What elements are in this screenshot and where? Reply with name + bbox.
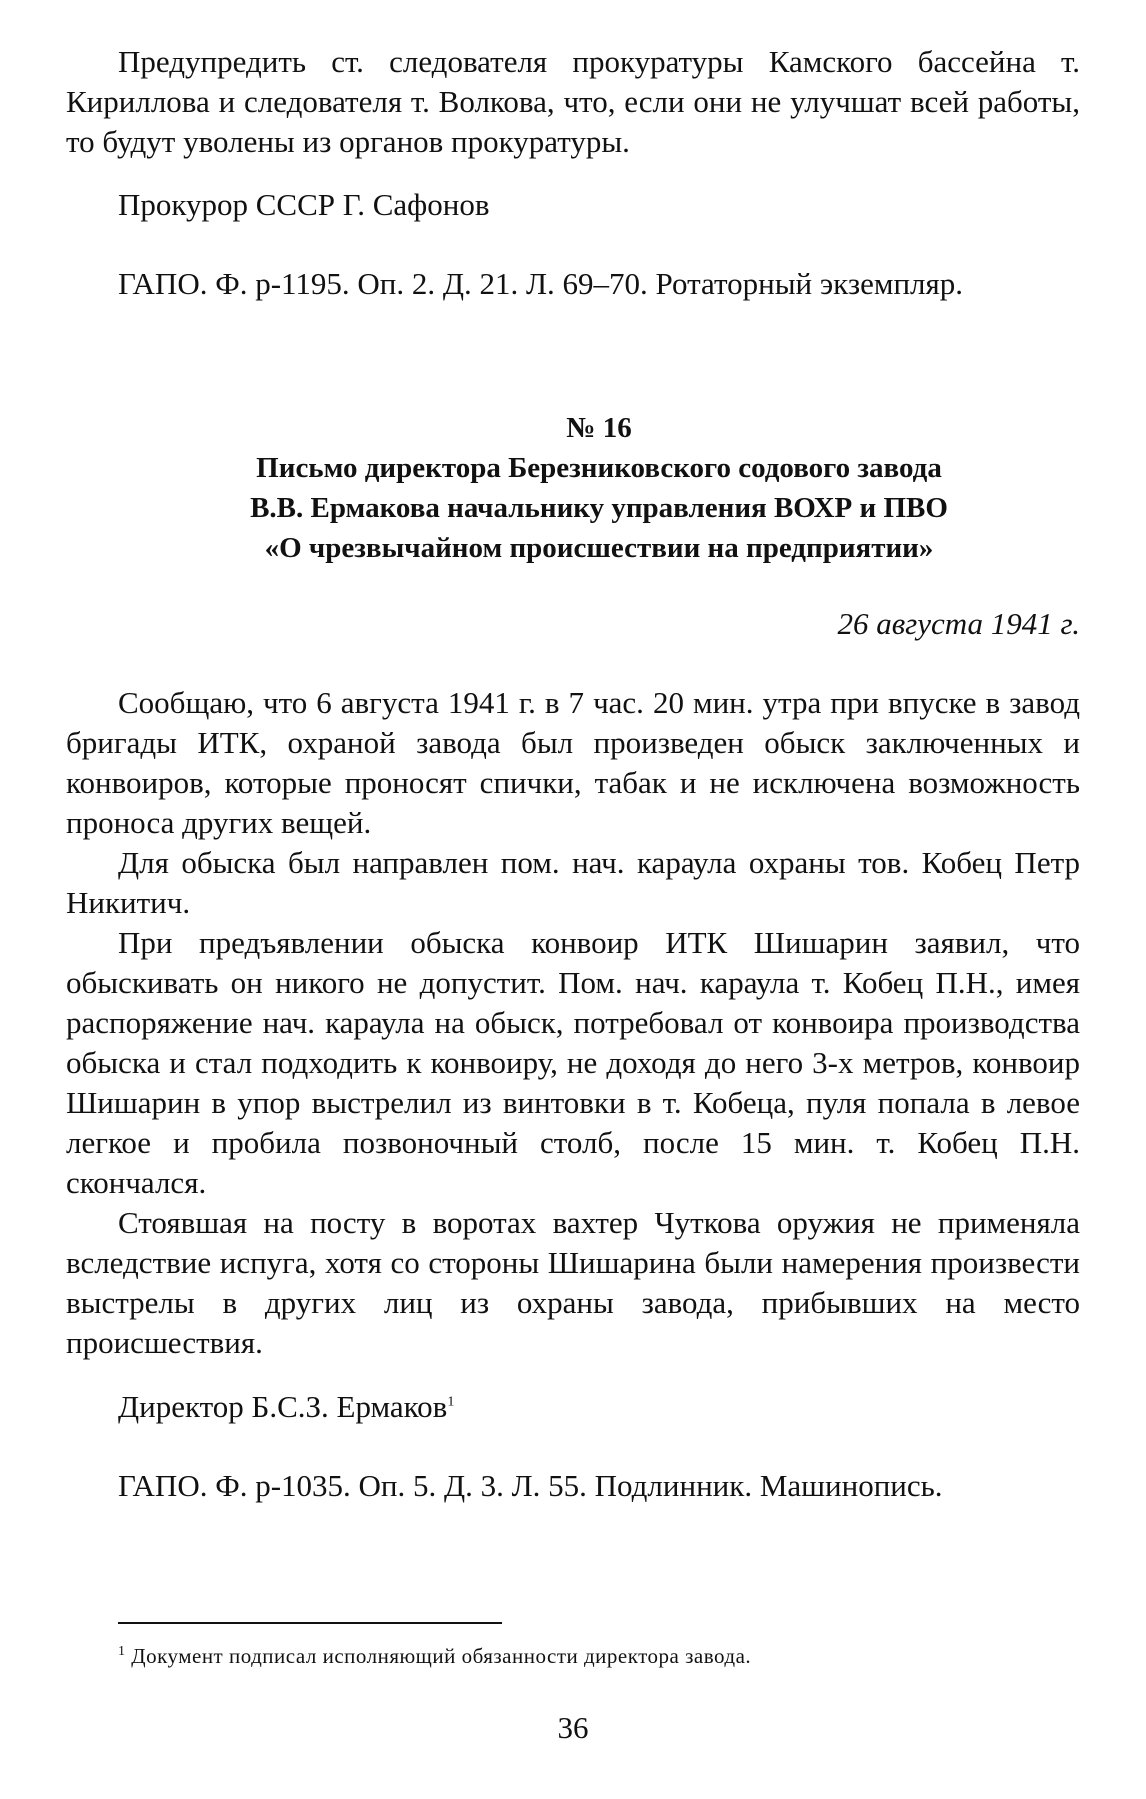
doc-paragraph-3: При предъявлении обыска конвоир ИТК Шишарин заявил, что обыскивать он никого не допустит. Пом. нач. караула т. Кобец П.Н., имея распоряжение нач. караула на обыск, потребовал от конвоира производства обыска и стал подходить к конвоиру, не доходя до него 3-х метров, конвоир Шишарин в упор выстрелил из винтовки в т. Кобеца, пуля попала в левое легкое и пробила позвоночный столб, после 15 мин. т. Кобец П.Н. скончался. xyxy=(66,925,1080,1200)
prev-signature: Прокурор СССР Г. Сафонов xyxy=(118,187,490,222)
doc-title-line-1: Письмо директора Березниковского содового завода xyxy=(256,452,942,484)
prev-archive-ref: ГАПО. Ф. р-1195. Оп. 2. Д. 21. Л. 69–70. Ротаторный экземпляр. xyxy=(118,266,964,301)
footnote-reference-mark: 1 xyxy=(447,1394,455,1410)
footnote-mark: 1 xyxy=(118,1644,126,1659)
footnote xyxy=(118,1641,1080,1671)
doc-date: 26 августа 1941 г. xyxy=(837,606,1080,641)
doc-paragraph-2: Для обыска был направлен пом. нач. караула охраны тов. Кобец Петр Никитич. xyxy=(66,845,1080,920)
doc-title-line-2: В.В. Ермакова начальнику управления ВОХР и ПВО xyxy=(250,492,948,524)
doc-number: № 16 xyxy=(566,412,632,444)
doc-signature xyxy=(118,1387,1080,1427)
footnote-divider xyxy=(118,1622,502,1624)
doc-archive-ref: ГАПО. Ф. р-1035. Оп. 5. Д. 3. Л. 55. Подлинник. Машинопись. xyxy=(118,1468,943,1503)
doc-signature-text: Директор Б.С.З. Ермаков xyxy=(118,1389,448,1424)
prev-closing-paragraph: Предупредить ст. следователя прокуратуры Камского бассейна т. Кириллова и следователя т. Волкова, что, если они не улучшат всей работы, то будут уволены из органов прокуратуры. xyxy=(66,44,1080,159)
footnote-text: Документ подписал исполняющий обязанности директора завода. xyxy=(131,1644,752,1668)
doc-title-line-3: «О чрезвычайном происшествии на предприятии» xyxy=(264,532,934,564)
doc-paragraph-4: Стоявшая на посту в воротах вахтер Чуткова оружия не применяла вследствие испуга, хотя со стороны Шишарина были намерения произвести выстрелы в других лиц из охраны завода, прибывших на место происшествия. xyxy=(66,1205,1080,1360)
page-number: 36 xyxy=(557,1710,589,1745)
doc-paragraph-1: Сообщаю, что 6 августа 1941 г. в 7 час. 20 мин. утра при впуске в завод бригады ИТК, охраной завода был произведен обыск заключенных и конвоиров, которые проносят спички, табак и не исключена возможность проноса других вещей. xyxy=(66,685,1080,840)
